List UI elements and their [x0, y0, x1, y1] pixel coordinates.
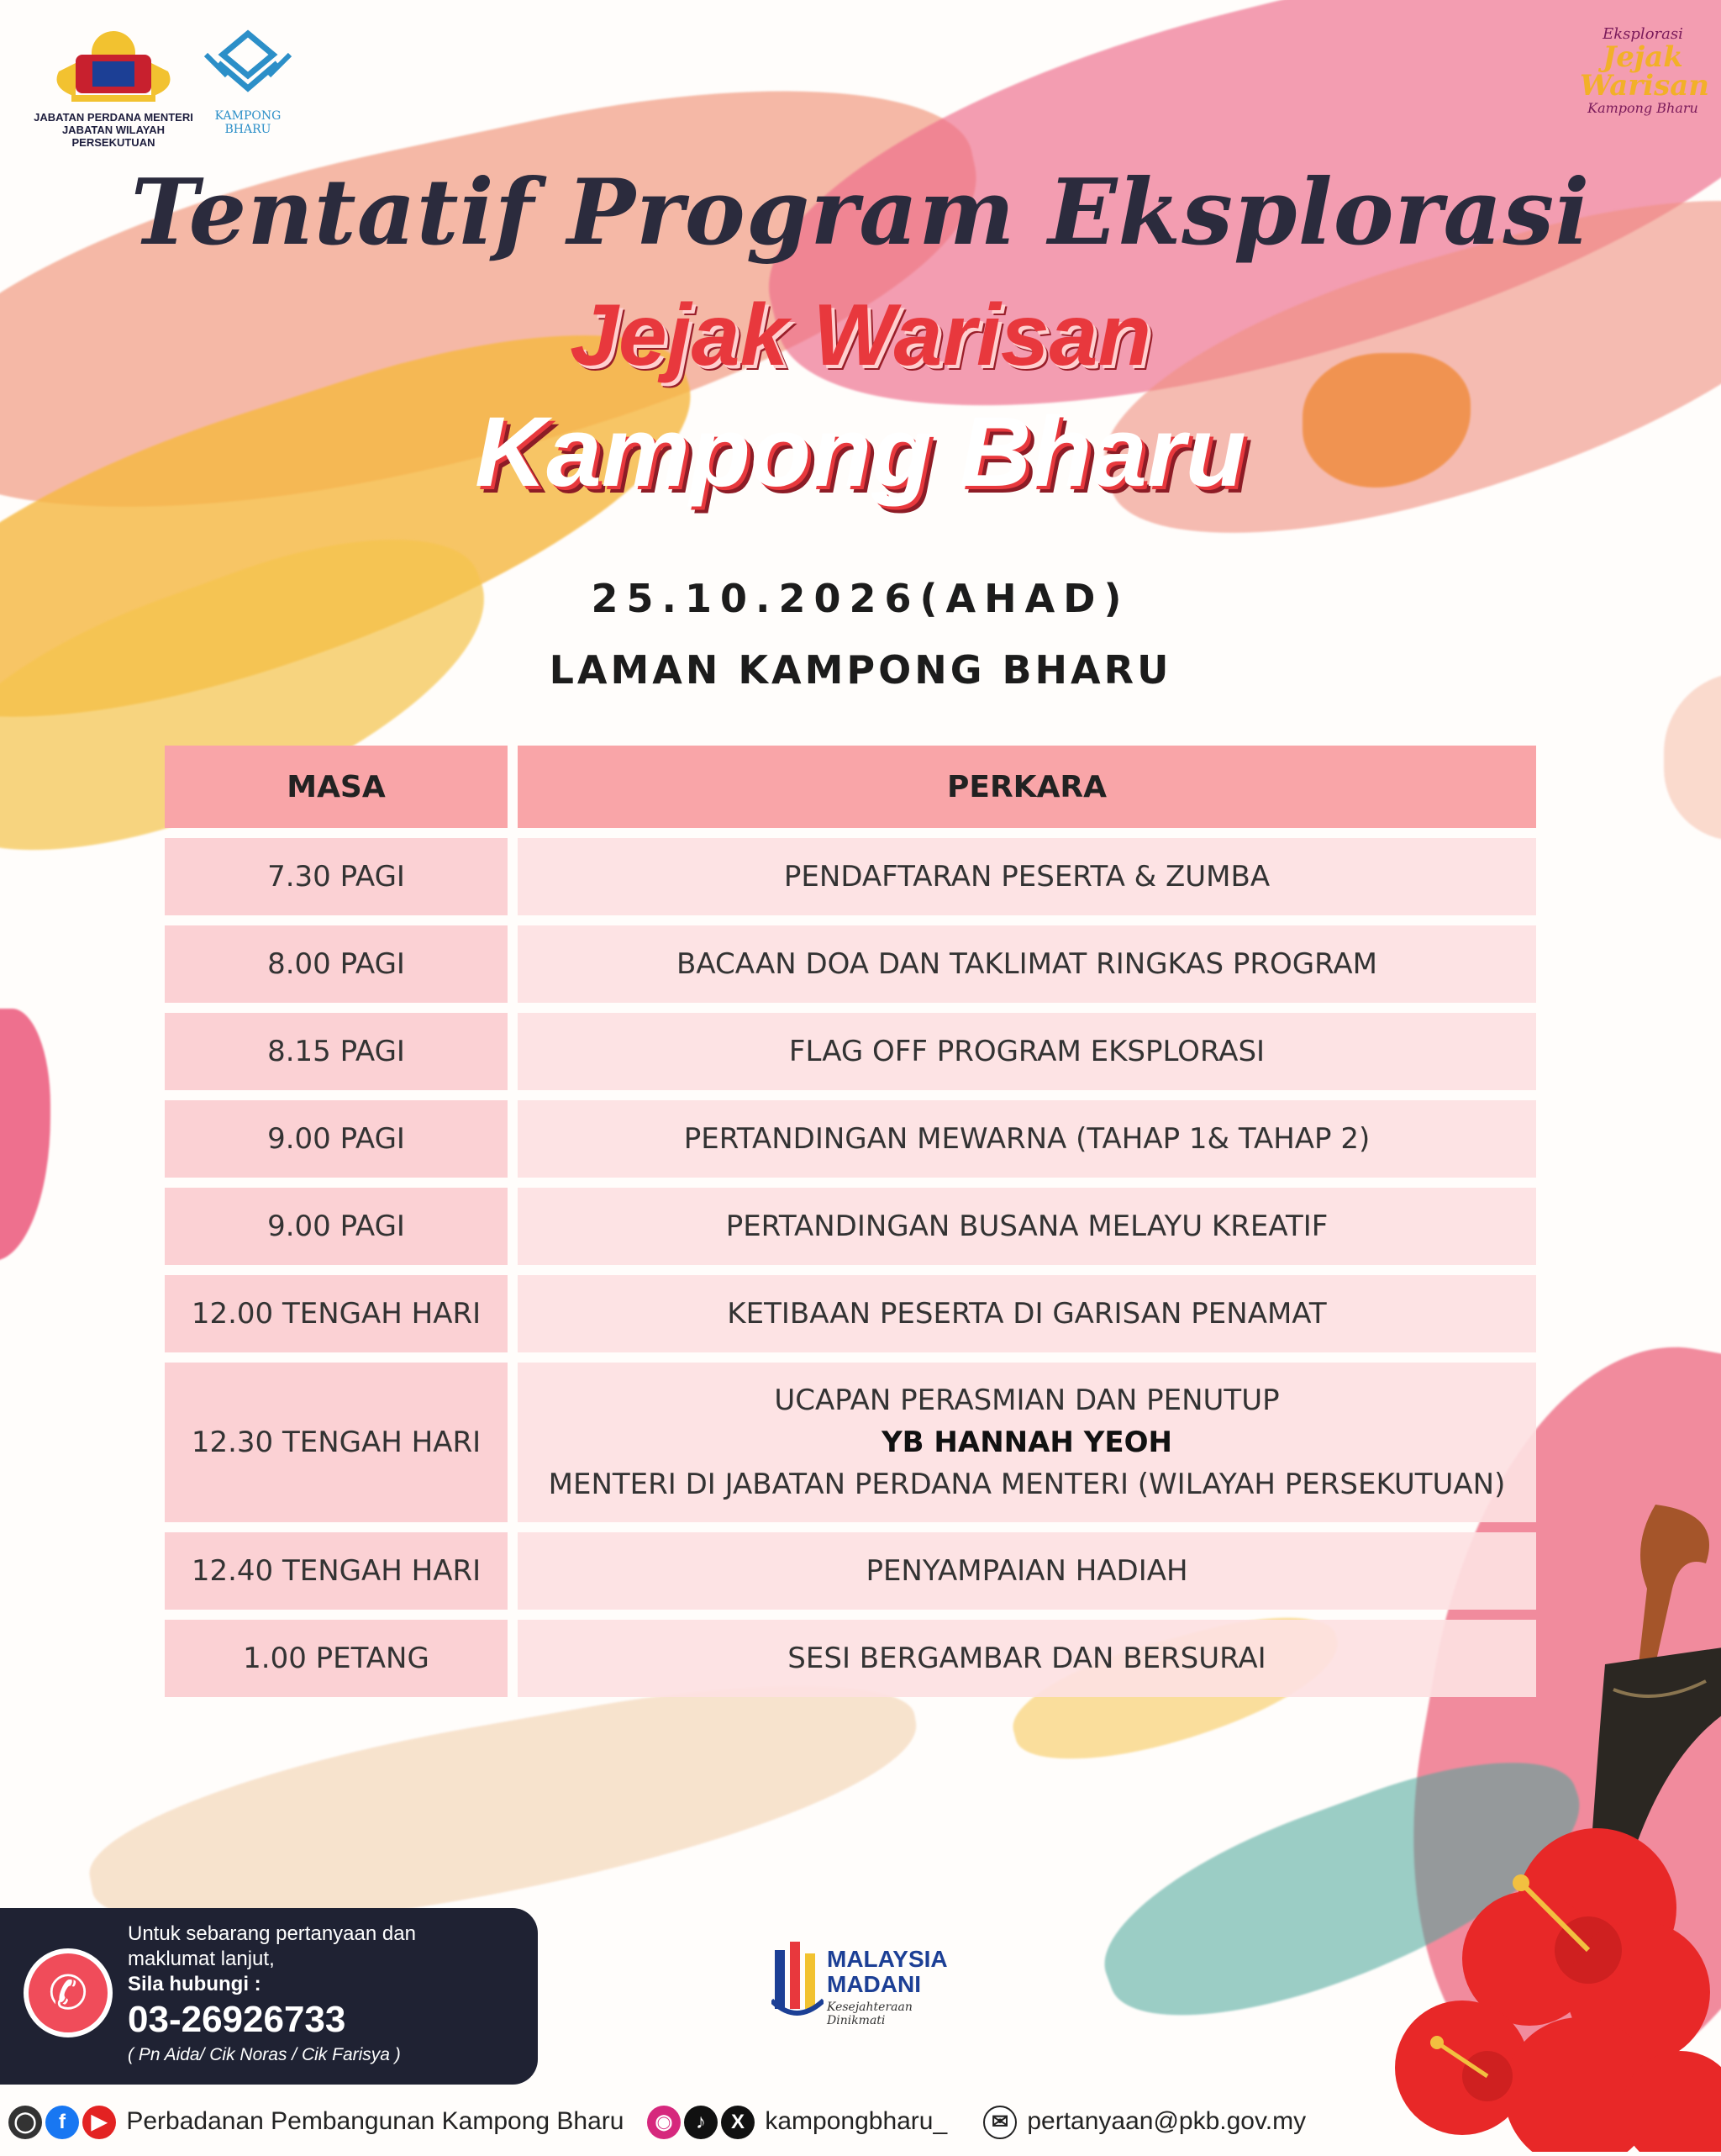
youtube-icon[interactable]: ▶	[82, 2106, 116, 2139]
footer-email-group	[983, 2098, 1306, 2145]
footer-social-group	[647, 2098, 947, 2145]
government-crest-logo	[25, 21, 202, 149]
event-logo-text-3: Warisan	[1580, 69, 1709, 103]
table-row	[165, 838, 1536, 915]
contact-line-3: Sila hubungi :	[128, 1973, 261, 1995]
table-row	[165, 1188, 1536, 1265]
item-cell: PENYAMPAIAN HADIAH	[518, 1532, 1536, 1610]
minister-title: MENTERI DI JABATAN PERDANA MENTERI (WILAYAH PERSEKUTUAN)	[548, 1468, 1506, 1501]
event-logo-text-1: Eksplorasi	[1603, 25, 1683, 43]
item-cell: SESI BERGAMBAR DAN BERSURAI	[518, 1620, 1536, 1697]
table-row	[165, 1363, 1536, 1522]
pkb-logo	[193, 29, 303, 134]
time-cell: 12.30 TENGAH HARI	[165, 1363, 508, 1522]
time-cell: 8.15 PAGI	[165, 1013, 508, 1090]
table-row	[165, 1100, 1536, 1178]
table-header-row	[165, 746, 1536, 828]
item-cell: BACAAN DOA DAN TAKLIMAT RINGKAS PROGRAM	[518, 925, 1536, 1003]
footer-social-handle[interactable]: kampongbharu_	[765, 2107, 948, 2135]
crest-caption-2: JABATAN WILAYAH PERSEKUTUAN	[61, 124, 166, 149]
time-cell: 8.00 PAGI	[165, 925, 508, 1003]
event-date: 25.10.2026(AHAD)	[591, 576, 1130, 621]
time-cell: 1.00 PETANG	[165, 1620, 508, 1697]
footer-org-name[interactable]: Perbadanan Pembangunan Kampong Bharu	[126, 2107, 624, 2135]
event-logo-text-2: Jejak	[1603, 40, 1683, 74]
schedule-table	[155, 735, 1546, 1707]
title-line-3: Kampong Bharu	[475, 397, 1246, 508]
madani-line-2: MADANI	[827, 1971, 921, 1997]
hibiscus-decoration	[1361, 1790, 1721, 2152]
facebook-icon[interactable]: f	[45, 2106, 79, 2139]
pkb-emblem-icon	[193, 29, 303, 105]
table-row	[165, 1620, 1536, 1697]
contact-line-2: maklumat lanjut,	[128, 1948, 275, 1970]
event-logo	[1580, 25, 1709, 143]
x-icon[interactable]: X	[721, 2106, 755, 2139]
email-icon[interactable]: ✉	[983, 2106, 1017, 2139]
crest-icon	[25, 21, 202, 105]
item-cell: PERTANDINGAN MEWARNA (TAHAP 1& TAHAP 2)	[518, 1100, 1536, 1178]
item-cell	[518, 1363, 1536, 1522]
header-masa: MASA	[165, 746, 508, 828]
event-logo-text-4: Kampong Bharu	[1587, 100, 1698, 116]
table-row	[165, 1532, 1536, 1610]
hibiscus-flower-icon	[1361, 1790, 1721, 2152]
time-cell: 9.00 PAGI	[165, 1188, 508, 1265]
contact-phone[interactable]: 03-26926733	[128, 1999, 346, 2040]
item-cell: PENDAFTARAN PESERTA & ZUMBA	[518, 838, 1536, 915]
event-venue: LAMAN KAMPONG BHARU	[549, 647, 1172, 693]
minister-name: YB HANNAH YEOH	[882, 1426, 1172, 1459]
title-line-1: Tentatif Program Eksplorasi	[130, 160, 1591, 266]
madani-emblem-icon	[771, 1942, 824, 2019]
time-cell: 12.00 TENGAH HARI	[165, 1275, 508, 1352]
table-row	[165, 925, 1536, 1003]
table-row	[165, 1275, 1536, 1352]
globe-icon[interactable]: ◯	[8, 2106, 42, 2139]
item-cell: PERTANDINGAN BUSANA MELAYU KREATIF	[518, 1188, 1536, 1265]
item-cell: KETIBAAN PESERTA DI GARISAN PENAMAT	[518, 1275, 1536, 1352]
footer-bar	[0, 2098, 1378, 2145]
malaysia-madani-logo	[771, 1942, 956, 2026]
time-cell: 7.30 PAGI	[165, 838, 508, 915]
footer-org-group	[8, 2098, 624, 2145]
title-line-2: Jejak Warisan	[570, 287, 1151, 384]
table-row	[165, 1013, 1536, 1090]
tiktok-icon[interactable]: ♪	[684, 2106, 718, 2139]
instagram-icon[interactable]: ◉	[647, 2106, 681, 2139]
item-line: UCAPAN PERASMIAN DAN PENUTUP	[774, 1384, 1280, 1417]
madani-tagline: Kesejahteraan Dinikmati	[827, 2000, 913, 2027]
time-cell: 12.40 TENGAH HARI	[165, 1532, 508, 1610]
contact-names: ( Pn Aida/ Cik Noras / Cik Farisya )	[128, 2045, 401, 2064]
phone-icon[interactable]: ✆	[24, 1948, 113, 2037]
pkb-caption: KAMPONG BHARU	[214, 109, 282, 136]
item-cell: FLAG OFF PROGRAM EKSPLORASI	[518, 1013, 1536, 1090]
crest-caption-1: JABATAN PERDANA MENTERI	[34, 111, 193, 124]
contact-line-1: Untuk sebarang pertanyaan dan	[128, 1922, 416, 1945]
header-perkara: PERKARA	[518, 746, 1536, 828]
madani-line-1: MALAYSIA	[827, 1946, 948, 1972]
time-cell: 9.00 PAGI	[165, 1100, 508, 1178]
contact-panel	[0, 1908, 538, 2085]
footer-email[interactable]: pertanyaan@pkb.gov.my	[1027, 2107, 1307, 2135]
